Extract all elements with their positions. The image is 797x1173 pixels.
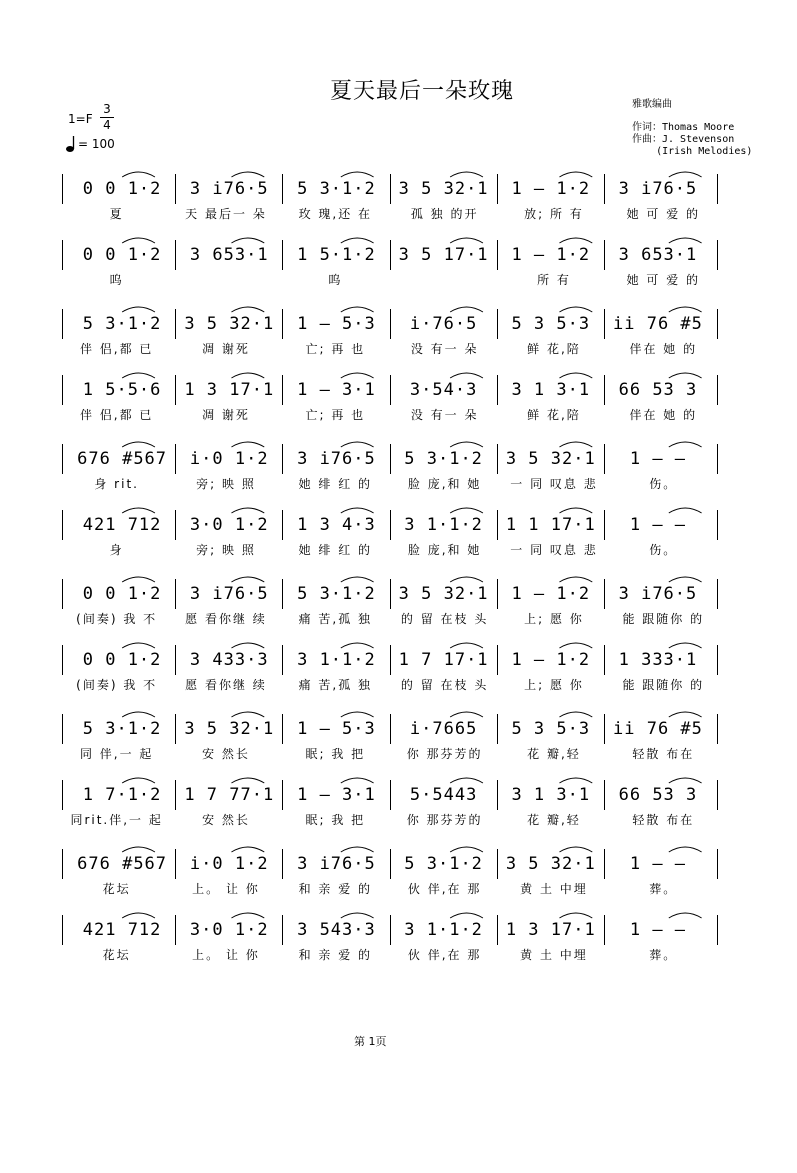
measure: 3 i̇76·5: [297, 449, 376, 469]
upper-voice-line: [62, 165, 718, 223]
lyric-segment: 玫 瑰,还 在: [298, 207, 373, 221]
measure: 1 – –: [629, 515, 687, 535]
lyric-segment: 孤 独 的开: [410, 207, 479, 221]
lyric-segment: 身 rit.: [94, 477, 139, 491]
lyric-segment: 伴在 她 的: [629, 342, 698, 356]
lyric-segment: 花坛: [102, 882, 131, 896]
score-system: [62, 570, 718, 692]
lyrics-row: [62, 745, 718, 761]
time-signature: [100, 103, 114, 132]
composer-credit: 作曲：J. Stevenson: [632, 134, 735, 145]
measure: 3 543·3: [297, 920, 376, 940]
lyric-segment: 旁; 映 照: [196, 477, 256, 491]
lyric-segment: 上。 让 你: [192, 948, 260, 962]
lyric-segment: 葬。: [649, 948, 678, 962]
measure: 1 – –: [629, 920, 687, 940]
measure: 1 – –: [629, 449, 687, 469]
measure: 3·0 1·2: [189, 515, 269, 535]
measure: 3·54·3: [409, 380, 478, 400]
notation-row: [62, 920, 718, 940]
lyric-segment: 她 可 爱 的: [626, 273, 701, 287]
lyrics-row: [62, 610, 718, 626]
lyric-segment: 葬。: [649, 882, 678, 896]
lyric-segment: 天 最后一 朵: [185, 207, 267, 221]
measure: 1 5·1·2: [297, 245, 376, 265]
measure: 5 3·1·2: [297, 584, 376, 604]
measure: 66 53 3: [618, 785, 698, 805]
time-signature-bottom: 4: [103, 118, 111, 132]
measure: 0 0 1·2: [82, 584, 162, 604]
upper-voice-line: [62, 570, 718, 628]
lyric-segment: 伙 伴,在 那: [407, 882, 482, 896]
notation-row: [62, 245, 718, 265]
lyrics-row: [62, 271, 718, 287]
upper-voice-line: [62, 705, 718, 763]
measure: i̇·76·5: [409, 314, 478, 334]
measure: 3 5 32·1: [505, 854, 596, 874]
notation-row: [62, 314, 718, 334]
tempo-marking: [66, 136, 115, 152]
lyrics-row: [62, 946, 718, 962]
measure: 3 1·1·2: [404, 515, 483, 535]
measure: 1 – 1·2: [511, 650, 591, 670]
upper-voice-line: [62, 300, 718, 358]
lyric-segment: 凋 谢死: [202, 342, 250, 356]
lyrics-row: [62, 541, 718, 557]
barline: [717, 309, 718, 339]
lyric-segment: 花 瓣,轻: [527, 813, 581, 827]
lyric-segment: (间奏) 我 不: [76, 612, 158, 626]
barline: [717, 645, 718, 675]
lyric-segment: 的 留 在枝 头: [400, 612, 489, 626]
lyric-segment: 一 同 叹息 悲: [510, 543, 598, 557]
lyric-segment: 花 瓣,轻: [527, 747, 581, 761]
measure: 1 – 1·2: [511, 584, 591, 604]
barline: [717, 375, 718, 405]
barline: [62, 240, 63, 270]
measure: 421 712: [82, 515, 162, 535]
lyric-segment: 伙 伴,在 那: [407, 948, 482, 962]
lower-voice-line: [62, 231, 718, 289]
measure: 3 i̇76·5: [189, 179, 269, 199]
measure: 1 – 5·3: [297, 314, 376, 334]
measure: 3 5 32·1: [184, 314, 275, 334]
notation-row: [62, 650, 718, 670]
lyrics-row: [62, 340, 718, 356]
lyrics-row: [62, 811, 718, 827]
barline: [62, 510, 63, 540]
barline: [62, 915, 63, 945]
lyrics-row: [62, 205, 718, 221]
credits-block: [632, 122, 752, 158]
score-system: [62, 435, 718, 557]
barline: [717, 849, 718, 879]
measure: 0 0 1·2: [82, 179, 162, 199]
score-system: [62, 300, 718, 422]
measure: 3 i̇76·5: [618, 584, 698, 604]
lower-voice-line: [62, 906, 718, 964]
barline: [62, 849, 63, 879]
lyric-segment: 伤。: [649, 543, 678, 557]
lyric-segment: 她 可 爱 的: [626, 207, 701, 221]
notation-row: [62, 785, 718, 805]
measure: 5 3·1·2: [82, 314, 162, 334]
lyric-segment: [390, 271, 499, 287]
lyric-segment: 旁; 映 照: [196, 543, 256, 557]
lyric-segment: 伴 侣,都 已: [79, 342, 154, 356]
measure: 3 5 32·1: [505, 449, 596, 469]
lyric-segment: 安 然长: [202, 813, 250, 827]
notation-row: [62, 854, 718, 874]
lyric-segment: 你 那芬芳的: [406, 747, 483, 761]
lyric-segment: 亡; 再 也: [305, 408, 366, 422]
lyric-segment: 她 绯 红 的: [298, 477, 373, 491]
measure: i̇·0 1·2: [189, 854, 269, 874]
score-system: [62, 165, 718, 287]
barline: [717, 444, 718, 474]
measure: 1 7 77·1: [184, 785, 275, 805]
measure: 3 i̇76·5: [297, 854, 376, 874]
lower-voice-line: [62, 771, 718, 829]
barline: [62, 714, 63, 744]
measure: 3 653·1: [189, 245, 269, 265]
measure: 676 #567: [77, 854, 168, 874]
lyric-segment: 安 然长: [202, 747, 250, 761]
lyric-segment: 愿 看你继 续: [185, 678, 267, 692]
notation-row: [62, 179, 718, 199]
measure: 3 1·1·2: [297, 650, 376, 670]
lyric-segment: 上; 愿 你: [524, 678, 584, 692]
measure: 5 3·1·2: [297, 179, 376, 199]
measure: 3 5 32·1: [398, 179, 489, 199]
measure: 3 433·3: [189, 650, 269, 670]
lyric-segment: 和 亲 爱 的: [298, 948, 373, 962]
lyric-segment: 你 那芬芳的: [406, 813, 483, 827]
lyric-segment: 能 跟随你 的: [622, 612, 705, 626]
lyric-segment: 黄 土 中埋: [520, 948, 588, 962]
lyric-segment: 同rit.伴,一 起: [70, 813, 163, 827]
lower-voice-line: [62, 501, 718, 559]
notation-row: [62, 584, 718, 604]
notation-row: [62, 449, 718, 469]
measure: 0 0 1·2: [82, 650, 162, 670]
measure: 1 – –: [629, 854, 687, 874]
page-number: 第 1页: [354, 1035, 387, 1048]
lyric-segment: 脸 庞,和 她: [407, 543, 482, 557]
lyric-segment: 伤。: [649, 477, 678, 491]
lyric-segment: 呜: [328, 273, 343, 287]
barline: [62, 444, 63, 474]
measure: 1 7·1·2: [82, 785, 162, 805]
lyric-segment: 和 亲 爱 的: [298, 882, 373, 896]
lyric-segment: 上; 愿 你: [524, 612, 584, 626]
measure: 1 – 1·2: [511, 179, 591, 199]
lyric-segment: (间奏) 我 不: [76, 678, 158, 692]
measure: 3 1·1·2: [404, 920, 483, 940]
measure: 3 i̇76·5: [618, 179, 698, 199]
measure: 1 3 17·1: [505, 920, 596, 940]
measure: 5 3·1·2: [82, 719, 162, 739]
barline: [62, 645, 63, 675]
lyric-segment: 黄 土 中埋: [520, 882, 588, 896]
measure: 3 5 32·1: [398, 584, 489, 604]
barline: [62, 780, 63, 810]
barline: [717, 915, 718, 945]
measure: 1 – 1·2: [511, 245, 591, 265]
measure: 1 3 4·3: [297, 515, 376, 535]
arranger-credit: 雅歌编曲: [632, 99, 672, 110]
measure: 3 5 17·1: [398, 245, 489, 265]
key-signature: 1=F: [68, 112, 93, 126]
score-system: [62, 705, 718, 827]
upper-voice-line: [62, 435, 718, 493]
barline: [62, 174, 63, 204]
quarter-note-icon: [66, 136, 76, 152]
barline: [62, 309, 63, 339]
lyric-segment: 能 跟随你 的: [622, 678, 705, 692]
lyric-segment: 伴 侣,都 已: [79, 408, 154, 422]
notation-row: [62, 515, 718, 535]
measure: 66 53 3: [618, 380, 698, 400]
lyric-segment: 的 留 在枝 头: [400, 678, 489, 692]
measure: 3 i̇76·5: [189, 584, 269, 604]
barline: [717, 174, 718, 204]
lyric-segment: 花坛: [102, 948, 131, 962]
lyrics-row: [62, 676, 718, 692]
lyric-segment: 眠; 我 把: [305, 747, 366, 761]
lyric-segment: 眠; 我 把: [305, 813, 366, 827]
lyric-segment: 所 有: [537, 273, 571, 287]
measure: i̇·7665: [409, 719, 478, 739]
score-title: 夏天最后一朵玫瑰: [330, 79, 515, 104]
measure: 676 #567: [77, 449, 168, 469]
measure: 3 653·1: [618, 245, 698, 265]
source-credit: (Irish Melodies): [632, 146, 753, 157]
measure: 1 5·5·6: [82, 380, 162, 400]
lyric-segment: 痛 苦,孤 独: [298, 612, 373, 626]
lyric-segment: 同 伴,一 起: [79, 747, 154, 761]
lyric-segment: 愿 看你继 续: [185, 612, 267, 626]
lyrics-row: [62, 406, 718, 422]
measure: 3 1 3·1: [511, 785, 591, 805]
score-system: [62, 840, 718, 962]
measure: 1 3 17·1: [184, 380, 275, 400]
time-signature-top: 3: [103, 102, 111, 116]
measure: 1 – 5·3: [297, 719, 376, 739]
lyric-segment: 身: [109, 543, 124, 557]
lyricist-credit: 作词：Thomas Moore: [632, 122, 735, 133]
measure: 1 333·1: [618, 650, 698, 670]
measure: i̇i̇ 76 #5: [613, 719, 703, 739]
lyric-segment: 鲜 花,陪: [527, 342, 581, 356]
measure: 5 3·1·2: [404, 854, 483, 874]
notation-row: [62, 380, 718, 400]
lyric-segment: 鲜 花,陪: [527, 408, 581, 422]
barline: [62, 375, 63, 405]
lyric-segment: 轻散 布在: [632, 747, 695, 761]
measure: 1 – 3·1: [297, 785, 376, 805]
upper-voice-line: [62, 840, 718, 898]
measure: 3·0 1·2: [189, 920, 269, 940]
lyrics-row: [62, 880, 718, 896]
lower-voice-line: [62, 636, 718, 694]
lyric-segment: 没 有一 朵: [410, 408, 479, 422]
barline: [717, 510, 718, 540]
lyric-segment: 轻散 布在: [632, 813, 695, 827]
lyric-segment: [171, 271, 280, 287]
measure: 421 712: [82, 920, 162, 940]
barline: [717, 714, 718, 744]
lyric-segment: 一 同 叹息 悲: [510, 477, 598, 491]
lower-voice-line: [62, 366, 718, 424]
barline: [717, 579, 718, 609]
measure: i̇i̇ 76 #5: [613, 314, 703, 334]
measure: 1 1 17·1: [505, 515, 596, 535]
lyric-segment: 呜: [109, 273, 124, 287]
lyric-segment: 痛 苦,孤 独: [298, 678, 373, 692]
measure: 1 7 17·1: [398, 650, 489, 670]
measure: 5·5443: [409, 785, 478, 805]
lyric-segment: 脸 庞,和 她: [407, 477, 482, 491]
lyric-segment: 亡; 再 也: [305, 342, 366, 356]
notation-row: [62, 719, 718, 739]
lyric-segment: 她 绯 红 的: [298, 543, 373, 557]
measure: 5 3 5·3: [511, 719, 591, 739]
lyric-segment: 上。 让 你: [192, 882, 260, 896]
lyric-segment: 夏: [109, 207, 124, 221]
lyric-segment: 放; 所 有: [524, 207, 584, 221]
lyric-segment: 凋 谢死: [202, 408, 250, 422]
measure: 3 5 32·1: [184, 719, 275, 739]
measure: 5 3 5·3: [511, 314, 591, 334]
measure: 1 – 3·1: [297, 380, 376, 400]
lyric-segment: 没 有一 朵: [410, 342, 479, 356]
lyric-segment: 伴在 她 的: [629, 408, 698, 422]
barline: [62, 579, 63, 609]
measure: 0 0 1·2: [82, 245, 162, 265]
measure: 5 3·1·2: [404, 449, 483, 469]
barline: [717, 780, 718, 810]
barline: [717, 240, 718, 270]
lyrics-row: [62, 475, 718, 491]
tempo-value: = 100: [78, 137, 115, 151]
measure: i̇·0 1·2: [189, 449, 269, 469]
measure: 3 1 3·1: [511, 380, 591, 400]
